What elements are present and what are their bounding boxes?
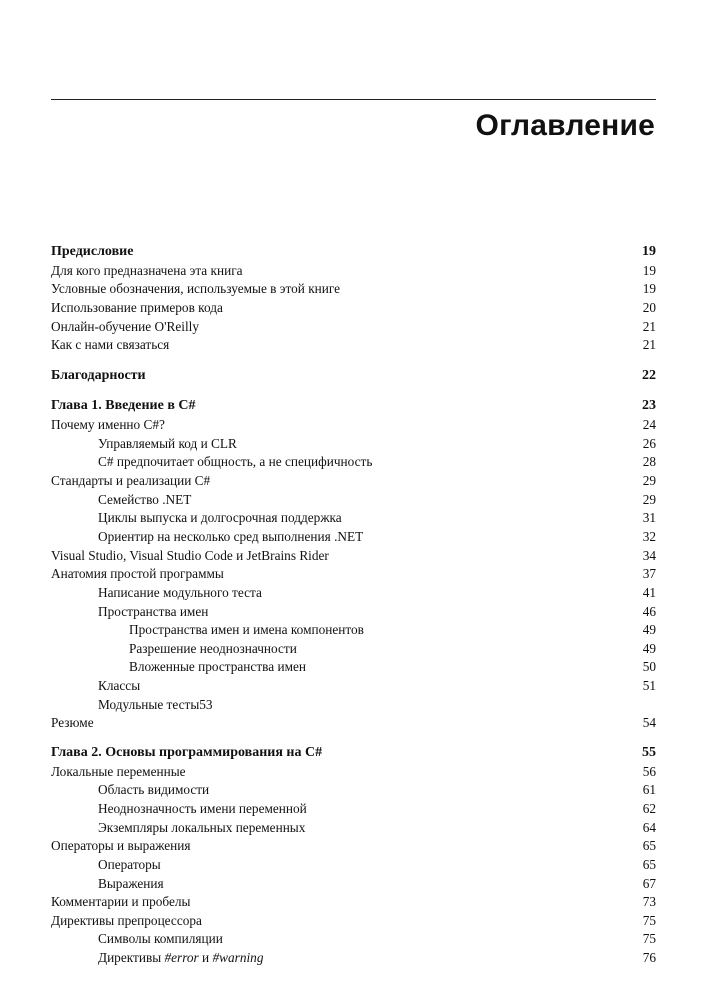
toc-label: Комментарии и пробелы [51,894,191,910]
toc-label: Разрешение неоднозначности [129,640,297,656]
page-title: Оглавление [475,109,655,142]
toc-label: Локальные переменные [51,763,186,779]
toc-label: Ориентир на несколько сред выполнения .NET [98,528,364,544]
toc-label-text: и [198,950,213,966]
toc-page: 76 [642,950,656,966]
toc-entry[interactable] [51,714,656,733]
toc-label: Благодарности [51,367,146,383]
toc-page: 19 [642,262,656,278]
toc-entry[interactable] [51,621,656,640]
table-of-contents [51,243,656,968]
toc-entry-chapter-1[interactable] [51,397,656,416]
toc-page: 65 [642,856,656,872]
toc-label: Модульные тесты [98,696,200,712]
toc-page: 55 [642,745,656,761]
toc-entry[interactable] [51,837,656,856]
toc-entry[interactable] [51,856,656,875]
toc-label [98,949,263,968]
toc-page: 65 [642,838,656,854]
toc-page: 75 [642,912,656,928]
toc-entry[interactable] [51,781,656,800]
toc-page: 49 [642,640,656,656]
toc-entry[interactable] [51,262,656,281]
toc-entry[interactable] [51,912,656,931]
toc-page: 37 [642,566,656,582]
toc-entry[interactable] [51,435,656,454]
toc-entry[interactable] [51,416,656,435]
toc-entry[interactable] [51,763,656,782]
toc-page: 28 [642,454,656,470]
toc-page: 54 [642,715,656,731]
toc-label: Предисловие [51,244,134,259]
toc-page: 56 [642,763,656,779]
toc-label: Семейство .NET [98,491,192,507]
toc-entry[interactable] [51,299,656,318]
toc-page: 20 [642,299,656,315]
toc-entry[interactable] [51,893,656,912]
toc-label: Область видимости [98,782,210,798]
toc-entry[interactable] [51,930,656,949]
toc-label: Резюме [51,715,94,731]
toc-page: 21 [642,337,656,353]
toc-label: Visual Studio, Visual Studio Code и JetBrains Rider [51,547,329,563]
toc-entry[interactable] [51,875,656,894]
toc-entry[interactable] [51,819,656,838]
toc-label: Глава 1. Введение в C# [51,398,196,414]
toc-page: 62 [642,800,656,816]
toc-entry[interactable] [51,584,656,603]
toc-page: 50 [642,659,656,675]
toc-label-text: Директивы [98,950,165,966]
toc-page: 51 [642,678,656,694]
toc-entry[interactable] [51,677,656,696]
toc-page: 49 [642,622,656,638]
toc-label: Циклы выпуска и долгосрочная поддержка [98,510,342,526]
toc-label: Стандарты и реализации C# [51,473,211,489]
toc-page: 21 [642,318,656,334]
toc-entry[interactable] [51,949,656,968]
toc-entry[interactable] [51,491,656,510]
toc-entry-acknowledgements[interactable] [51,367,656,386]
toc-label: Символы компиляции [98,931,223,947]
toc-label: Классы [98,678,141,694]
toc-label: Директивы препроцессора [51,912,202,928]
toc-page: 26 [642,435,656,451]
toc-label: Условные обозначения, используемые в этой книге [51,281,341,297]
toc-label: Управляемый код и CLR [98,435,237,451]
toc-page: 22 [642,367,656,383]
toc-label: Использование примеров кода [51,299,223,315]
toc-page: 67 [642,875,656,891]
toc-label: Онлайн-обучение O'Reilly [51,318,200,334]
toc-entry[interactable] [51,696,656,715]
toc-page: 41 [642,584,656,600]
toc-entry[interactable] [51,280,656,299]
toc-entry[interactable] [51,603,656,622]
toc-entry[interactable] [51,336,656,355]
toc-label: Для кого предназначена эта книга [51,262,243,278]
toc-page: 29 [642,473,656,489]
toc-label: Пространства имен и имена компонентов [129,622,364,638]
toc-entry[interactable] [51,800,656,819]
toc-label: Как с нами связаться [51,337,170,353]
toc-page: 19 [642,244,656,259]
toc-entry-chapter-2[interactable] [51,744,656,763]
toc-label: Глава 2. Основы программирования на C# [51,745,323,761]
toc-page: 53 [199,696,213,712]
toc-page: 24 [642,417,656,433]
toc-entry[interactable] [51,318,656,337]
toc-entry[interactable] [51,472,656,491]
toc-entry[interactable] [51,565,656,584]
toc-page: 73 [642,894,656,910]
toc-page: 29 [642,491,656,507]
toc-label: Выражения [98,875,164,891]
toc-page: 31 [642,510,656,526]
toc-page: 46 [642,603,656,619]
toc-label: Вложенные пространства имен [129,659,307,675]
toc-entry[interactable] [51,528,656,547]
toc-label: Написание модульного теста [98,584,262,600]
toc-label-emphasis: #warning [212,950,264,966]
toc-label: Операторы и выражения [51,838,191,854]
toc-entry[interactable] [51,509,656,528]
toc-entry[interactable] [51,547,656,566]
toc-page: 75 [642,931,656,947]
toc-label-emphasis: #error [164,950,199,966]
toc-page: 64 [642,819,656,835]
toc-label: Почему именно C#? [51,417,165,433]
toc-entry[interactable] [51,640,656,659]
toc-entry[interactable] [51,453,656,472]
toc-label: Анатомия простой программы [51,566,224,582]
toc-page: 61 [642,782,656,798]
toc-page: 19 [642,281,656,297]
toc-page: 34 [642,547,656,563]
toc-page: 23 [642,398,656,414]
toc-label: Неоднозначность имени переменной [98,800,307,816]
toc-label: Пространства имен [98,603,209,619]
toc-label: Экземпляры локальных переменных [98,819,306,835]
toc-entry[interactable] [51,658,656,677]
toc-label: C# предпочитает общность, а не специфичность [98,454,373,470]
header-rule [51,99,656,100]
toc-page: 32 [642,528,656,544]
toc-label: Операторы [98,856,161,872]
toc-entry-preface[interactable] [51,243,656,262]
